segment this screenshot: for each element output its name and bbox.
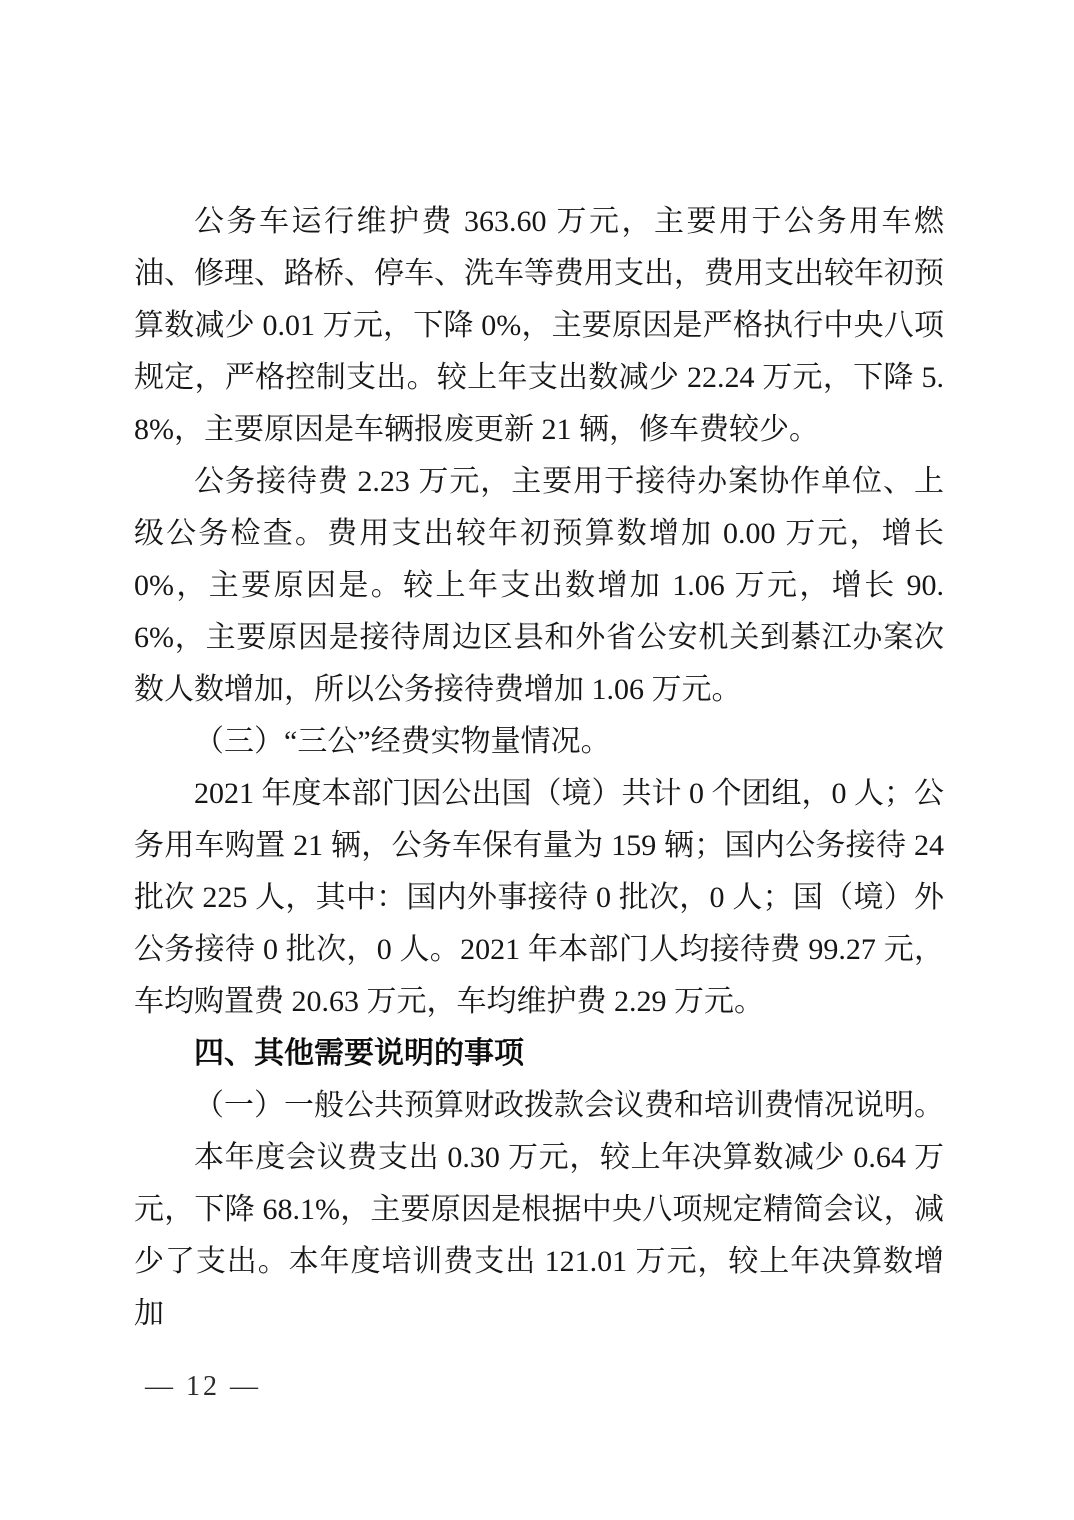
subheading-three-public-expenses-quantities: （三）“三公”经费实物量情况。 (194, 725, 611, 758)
page-content (134, 196, 944, 1340)
subheading-meeting-and-training-fees: （一）一般公共预算财政拨款会议费和培训费情况说明。 (194, 1089, 944, 1122)
paragraph-vehicle-maintenance-fee: 公务车运行维护费 363.60 万元，主要用于公务用车燃油、修理、路桥、停车、洗车等费用支出，费用支出较年初预算数减少 0.01 万元，下降 0%，主要原因是严格执行中央八项规定，严格控制支出。较上年支出数减少 22.24 万元，下降 5.8%，主要原因是车辆报废更新 21 辆，修车费较少。 (134, 205, 944, 446)
page-number: — 12 — (145, 1371, 261, 1402)
paragraph-2021-quantities-detail: 2021 年度本部门因公出国（境）共计 0 个团组，0 人；公务用车购置 21 辆，公务车保有量为 159 辆；国内公务接待 24 批次 225 人，其中：国内外事接待 0 批次，0 人；国（境）外公务接待 0 批次，0 人。2021 年本部门人均接待费 99.27 元，车均购置费 20.63 万元，车均维护费 2.29 万元。 (134, 777, 944, 1018)
paragraph-meeting-training-fee-detail: 本年度会议费支出 0.30 万元，较上年决算数减少 0.64 万元，下降 68.1%，主要原因是根据中央八项规定精简会议，减少了支出。本年度培训费支出 121.01 万元，较上年决算数增加 (134, 1141, 944, 1330)
paragraph-official-reception-fee: 公务接待费 2.23 万元，主要用于接待办案协作单位、上级公务检查。费用支出较年初预算数增加 0.00 万元，增长 0%，主要原因是。较上年支出数增加 1.06 万元，增长 90.6%，主要原因是接待周边区县和外省公安机关到綦江办案次数人数增加，所以公务接待费增加 1.06 万元。 (134, 465, 944, 706)
section-heading-other-matters: 四、其他需要说明的事项 (194, 1037, 524, 1070)
